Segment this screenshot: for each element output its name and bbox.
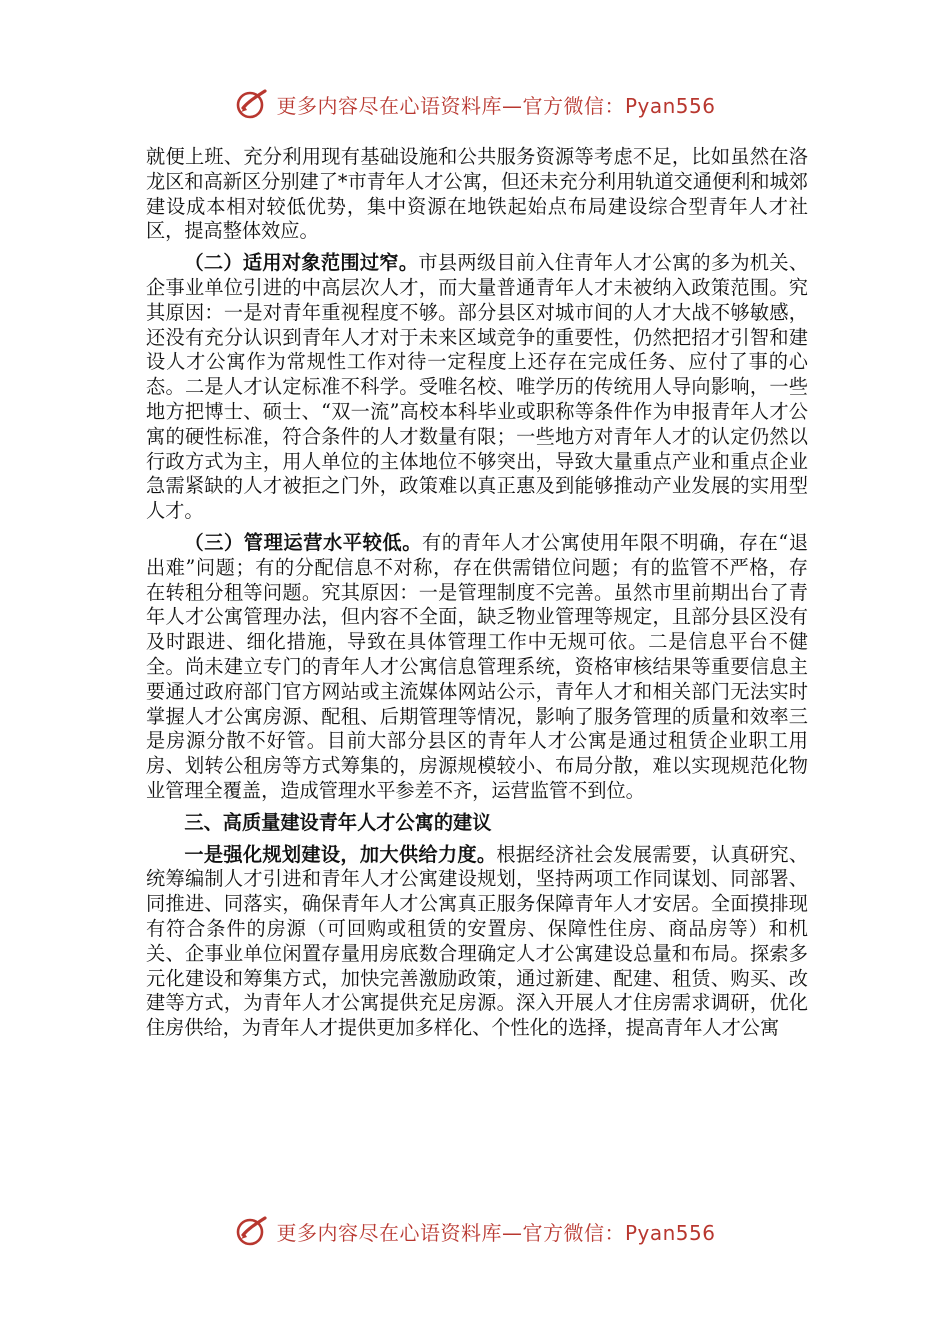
paragraph-text: 有的青年人才公寓使用年限不明确，存在“退出难”问题；有的分配信息不对称，存在供需错位问题；有的监管不严格，存在转租分租等问题。究其原因：一是管理制度不完善。虽然市里前期出台了青年人才公寓管理办法，但内容不全面，缺乏物业管理等规定，且部分县区没有及时跟进、细化措施，导致在具体管理工作中无规可依。二是信息平台不健全。尚未建立专门的青年人才公寓信息管理系统，资格审核结果等重要信息主要通过政府部门官方网站或主流媒体网站公示，青年人才和相关部门无法实时掌握人才公寓房源、配租、后期管理等情况，影响了服务管理的质量和效率三是房源分散不好管。目前大部分县区的青年人才公寓是通过租赁企业职工用房、划转公租房等方式筹集的，房源规模较小、布局分散，难以实现规范化物业管理全覆盖，造成管理水平参差不齐，运营监管不到位。	[146, 530, 809, 802]
paragraph-text: 根据经济社会发展需要，认真研究、统筹编制人才引进和青年人才公寓建设规划，坚持两项工作同谋划、同部署、同推进、同落实，确保青年人才公寓真正服务保障青年人才安居。全面摸排现有符合条件的房源（可回购或租赁的安置房、保障性住房、商品房等）和机关、企事业单位闲置存量用房底数合理确定人才公寓建设总量和布局。探索多元化建设和筹集方式，加快完善激励政策，通过新建、配建、租赁、购买、改建等方式，为青年人才公寓提供充足房源。深入开展人才住房需求调研，优化住房供给，为青年人才提供更加多样化、个性化的选择，提高青年人才公寓	[146, 842, 809, 1040]
footer-watermark	[0, 1211, 950, 1251]
paragraph-scope-too-narrow	[146, 251, 808, 524]
paragraph-lead: （二）适用对象范围过窄。	[184, 251, 419, 275]
footer-watermark-text: 更多内容尽在心语资料库—官方微信：Pyan556	[276, 1220, 716, 1245]
header-watermark-text: 更多内容尽在心语资料库—官方微信：Pyan556	[276, 93, 716, 118]
paragraph-planning-construction	[146, 843, 808, 1041]
paragraph-lead: （三）管理运营水平较低。	[184, 530, 422, 554]
section-heading-text: 三、高质量建设青年人才公寓的建议	[184, 810, 492, 834]
paragraph-continuation	[146, 145, 808, 244]
header-watermark	[0, 84, 950, 124]
paragraph-management-level-low	[146, 531, 808, 804]
brush-logo-icon	[234, 86, 270, 122]
paragraph-lead: 一是强化规划建设，加大供给力度。	[184, 842, 497, 866]
section-heading	[146, 811, 808, 836]
document-body	[146, 145, 808, 1041]
brush-logo-icon	[234, 1213, 270, 1249]
paragraph-text: 市县两级目前入住青年人才公寓的多为机关、企事业单位引进的中高层次人才，而大量普通青年人才未被纳入政策范围。究其原因：一是对青年重视程度不够。部分县区对城市间的人才大战不够敏感，还没有充分认识到青年人才对于未来区域竞争的重要性，仍然把招才引智和建设人才公寓作为常规性工作对待一定程度上还存在完成任务、应付了事的心态。二是人才认定标准不科学。受唯名校、唯学历的传统用人导向影响，一些地方把博士、硕士、“双一流”高校本科毕业或职称等条件作为申报青年人才公寓的硬性标准，符合条件的人才数量有限；一些地方对青年人才的认定仍然以行政方式为主，用人单位的主体地位不够突出，导致大量重点产业和重点企业急需紧缺的人才被拒之门外，政策难以真正惠及到能够推动产业发展的实用型人才。	[146, 251, 809, 523]
paragraph-text: 就便上班、充分利用现有基础设施和公共服务资源等考虑不足，比如虽然在洛龙区和高新区分别建了*市青年人才公寓，但还未充分利用轨道交通便利和城郊建设成本相对较低优势，集中资源在地铁起始点布局建设综合型青年人才社区，提高整体效应。	[146, 145, 808, 243]
